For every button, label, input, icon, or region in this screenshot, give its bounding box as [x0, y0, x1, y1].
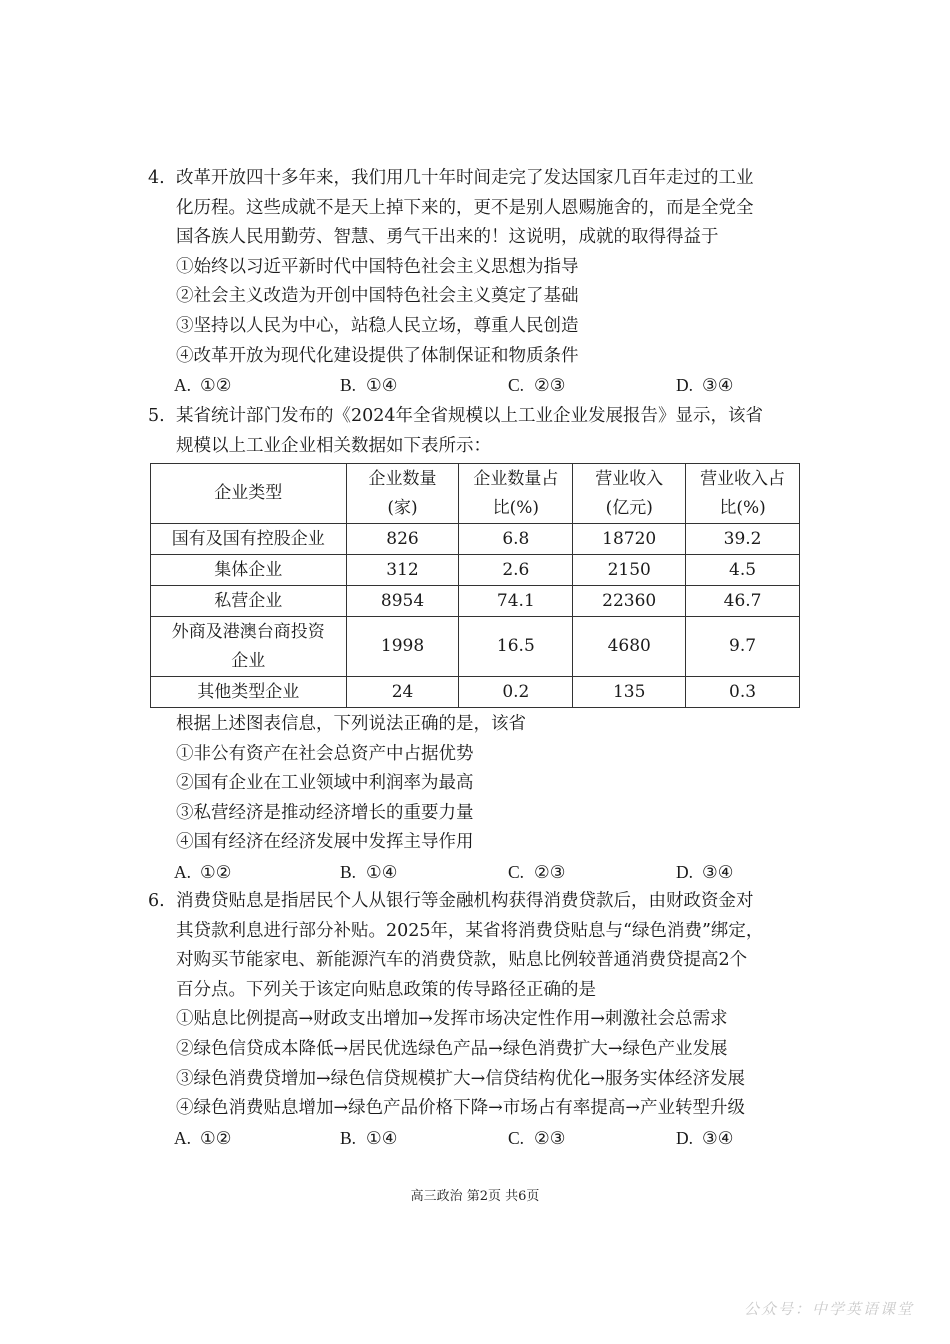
q5-stem-line: 5. 某省统计部门发布的《2024年全省规模以上工业企业发展报告》显示，该省 [148, 402, 828, 432]
q6-number: 6. [148, 891, 165, 911]
table-row [151, 586, 800, 617]
header-count: 企业数量 (家) [346, 464, 459, 524]
cell-type: 外商及港澳台商投资 企业 [151, 617, 347, 677]
table-row [151, 555, 800, 586]
cell-count-pct: 0.2 [459, 677, 573, 708]
cell-revenue: 22360 [573, 586, 686, 617]
cell-count-pct: 6.8 [459, 524, 573, 555]
q6-option-d[interactable]: D. ③④ [676, 1127, 734, 1149]
table-header-row [151, 464, 800, 524]
cell-count: 826 [346, 524, 459, 555]
header-type: 企业类型 [151, 464, 347, 524]
cell-revenue: 2150 [573, 555, 686, 586]
q6-item: ②绿色信贷成本降低→居民优选绿色产品→绿色消费扩大→绿色产业发展 [176, 1038, 728, 1059]
cell-count-pct: 2.6 [459, 555, 573, 586]
q4-item: ①始终以习近平新时代中国特色社会主义思想为指导 [176, 256, 579, 277]
q5-item: ①非公有资产在社会总资产中占据优势 [176, 743, 474, 764]
table-row [151, 524, 800, 555]
q4-stem-line: 国各族人民用勤劳、智慧、勇气干出来的！这说明，成就的取得得益于 [176, 227, 719, 248]
q6-stem-line: 对购买节能家电、新能源汽车的消费贷款，贴息比例较普通消费贷提高2个 [176, 950, 748, 971]
cell-type: 其他类型企业 [151, 677, 347, 708]
q4-item: ③坚持以人民为中心，站稳人民立场，尊重人民创造 [176, 315, 579, 336]
q6-item: ③绿色消费贷增加→绿色信贷规模扩大→信贷结构优化→服务实体经济发展 [176, 1068, 745, 1089]
q5-option-a[interactable]: A. ①② [174, 861, 232, 883]
header-revenue: 营业收入 (亿元) [573, 464, 686, 524]
cell-count: 312 [346, 555, 459, 586]
cell-revenue-pct: 0.3 [686, 677, 800, 708]
q5-question: 根据上述图表信息，下列说法正确的是，该省 [176, 714, 526, 734]
q5-item: ③私营经济是推动经济增长的重要力量 [176, 802, 474, 823]
q4-option-b[interactable]: B. ①④ [340, 375, 398, 397]
q4-option-a[interactable]: A. ①② [174, 375, 232, 397]
q4-item: ②社会主义改造为开创中国特色社会主义奠定了基础 [176, 286, 579, 307]
cell-revenue: 18720 [573, 524, 686, 555]
q6-option-c[interactable]: C. ②③ [508, 1127, 566, 1149]
cell-count: 1998 [346, 617, 459, 677]
q6-stem-line: 百分点。下列关于该定向贴息政策的传导路径正确的是 [176, 979, 596, 1000]
q5-number: 5. [148, 406, 165, 426]
enterprise-data-table [150, 463, 800, 708]
header-count-pct: 企业数量占 比(%) [459, 464, 573, 524]
cell-revenue-pct: 39.2 [686, 524, 800, 555]
table-row [151, 677, 800, 708]
q6-stem-line: 其贷款利息进行部分补贴。2025年，某省将消费贷贴息与“绿色消费”绑定， [176, 920, 764, 941]
q4-option-c[interactable]: C. ②③ [508, 375, 566, 397]
q6-option-b[interactable]: B. ①④ [340, 1127, 398, 1149]
cell-revenue: 4680 [573, 617, 686, 677]
cell-revenue-pct: 4.5 [686, 555, 800, 586]
question-5-body [148, 710, 828, 888]
q6-stem-line: 6. 消费贷贴息是指居民个人从银行等金融机构获得消费贷款后，由财政资金对 [148, 887, 828, 917]
cell-type: 私营企业 [151, 586, 347, 617]
q6-item: ④绿色消费贴息增加→绿色产品价格下降→市场占有率提高→产业转型升级 [176, 1098, 745, 1119]
table-row [151, 617, 800, 677]
question-6 [148, 887, 828, 1153]
q5-option-b[interactable]: B. ①④ [340, 861, 398, 883]
cell-count: 24 [346, 677, 459, 708]
q4-option-d[interactable]: D. ③④ [676, 375, 734, 397]
header-revenue-pct: 营业收入占 比(%) [686, 464, 800, 524]
cell-count: 8954 [346, 586, 459, 617]
question-4 [148, 164, 828, 401]
watermark: 公众号：中学英语课堂 [743, 1300, 914, 1318]
q5-option-d[interactable]: D. ③④ [676, 861, 734, 883]
page-footer: 高三政治 第2页 共6页 [410, 1189, 540, 1204]
q6-option-a[interactable]: A. ①② [174, 1127, 232, 1149]
q5-options [148, 858, 828, 888]
cell-count-pct: 16.5 [459, 617, 573, 677]
q6-item: ①贴息比例提高→财政支出增加→发挥市场决定性作用→刺激社会总需求 [176, 1009, 728, 1030]
q6-options [148, 1124, 828, 1154]
cell-revenue-pct: 9.7 [686, 617, 800, 677]
q4-options [148, 371, 828, 401]
cell-revenue-pct: 46.7 [686, 586, 800, 617]
q5-option-c[interactable]: C. ②③ [508, 861, 566, 883]
q4-item: ④改革开放为现代化建设提供了体制保证和物质条件 [176, 345, 579, 366]
q5-item: ④国有经济在经济发展中发挥主导作用 [176, 832, 474, 853]
cell-count-pct: 74.1 [459, 586, 573, 617]
q5-item: ②国有企业在工业领域中利润率为最高 [176, 773, 474, 794]
cell-revenue: 135 [573, 677, 686, 708]
cell-type: 集体企业 [151, 555, 347, 586]
q4-number: 4. [148, 168, 165, 188]
q4-stem-line: 4. 改革开放四十多年来，我们用几十年时间走完了发达国家几百年走过的工业 [148, 164, 828, 194]
cell-type: 国有及国有控股企业 [151, 524, 347, 555]
question-5 [148, 402, 828, 461]
q4-stem-line: 化历程。这些成就不是天上掉下来的，更不是别人恩赐施舍的，而是全党全 [176, 197, 754, 218]
q5-stem-line: 规模以上工业企业相关数据如下表所示： [176, 435, 491, 456]
